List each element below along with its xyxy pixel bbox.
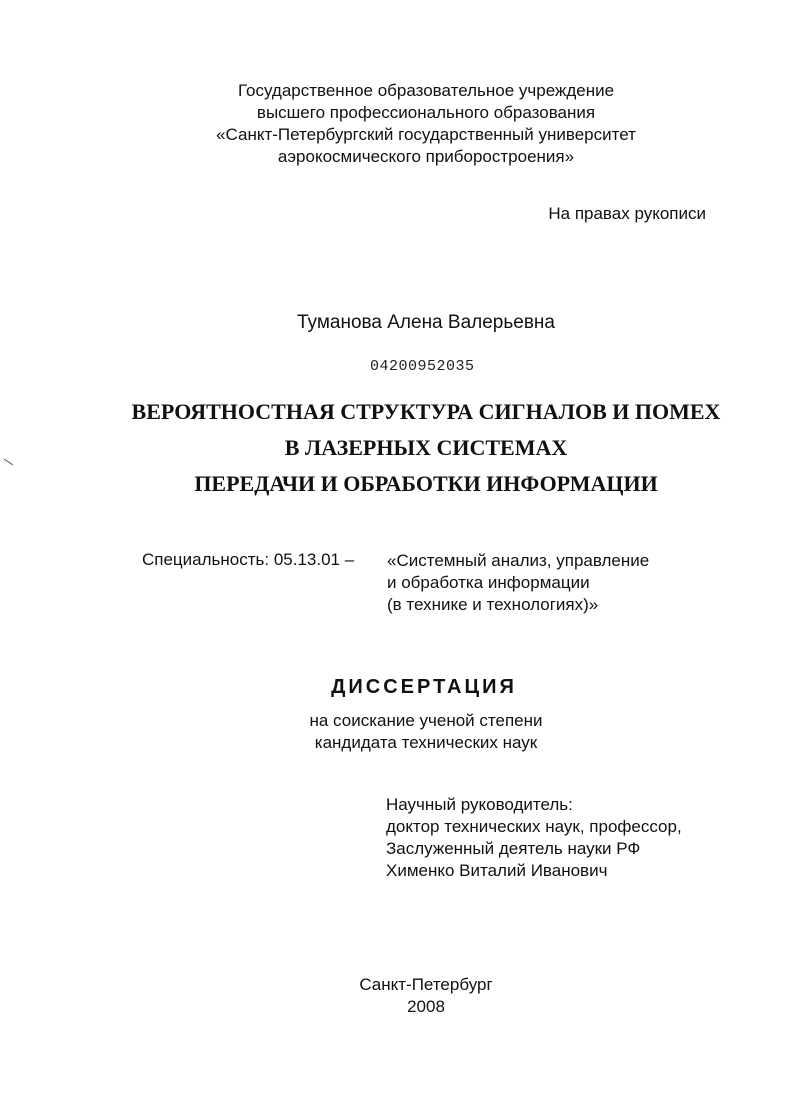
specialty-line: и обработка информации <box>387 573 590 592</box>
specialty-label: Специальность: 05.13.01 – <box>142 550 355 569</box>
imprint-city: Санкт-Петербург <box>359 975 493 994</box>
institution-line: высшего профессионального образования <box>256 103 596 122</box>
degree-line: на соискание ученой степени <box>309 711 543 730</box>
institution-line: «Санкт-Петербургский государственный университет <box>216 125 636 144</box>
specialty-line: (в технике и технологиях)» <box>387 595 599 614</box>
title-line: ВЕРОЯТНОСТНАЯ СТРУКТУРА СИГНАЛОВ И ПОМЕХ <box>131 399 721 424</box>
dissertation-title <box>0 394 794 502</box>
author-name: Туманова Алена Валерьевна <box>297 312 555 333</box>
title-line: В ЛАЗЕРНЫХ СИСТЕМАХ <box>284 435 568 460</box>
supervisor-line: доктор технических наук, профессор, <box>386 817 682 836</box>
specialty-value <box>387 550 649 616</box>
title-line: ПЕРЕДАЧИ И ОБРАБОТКИ ИНФОРМАЦИИ <box>194 471 658 496</box>
institution-line: аэрокосмического приборостроения» <box>277 147 575 166</box>
institution-line: Государственное образовательное учреждение <box>237 81 615 100</box>
specialty-line: «Системный анализ, управление <box>387 551 650 570</box>
degree-line: кандидата технических наук <box>314 733 538 752</box>
document-type-heading: ДИССЕРТАЦИЯ <box>331 676 517 698</box>
imprint-year: 2008 <box>407 997 445 1016</box>
supervisor-line: Хименко Виталий Иванович <box>386 861 608 880</box>
manuscript-note: На правах рукописи <box>548 204 706 223</box>
degree-sought <box>0 710 794 754</box>
imprint <box>0 974 794 1018</box>
scan-mark <box>4 458 14 466</box>
institution-header <box>0 80 794 168</box>
archive-code: 04200952035 <box>370 358 475 375</box>
supervisor-block <box>386 794 682 882</box>
supervisor-line: Заслуженный деятель науки РФ <box>386 839 641 858</box>
supervisor-line: Научный руководитель: <box>386 795 573 814</box>
